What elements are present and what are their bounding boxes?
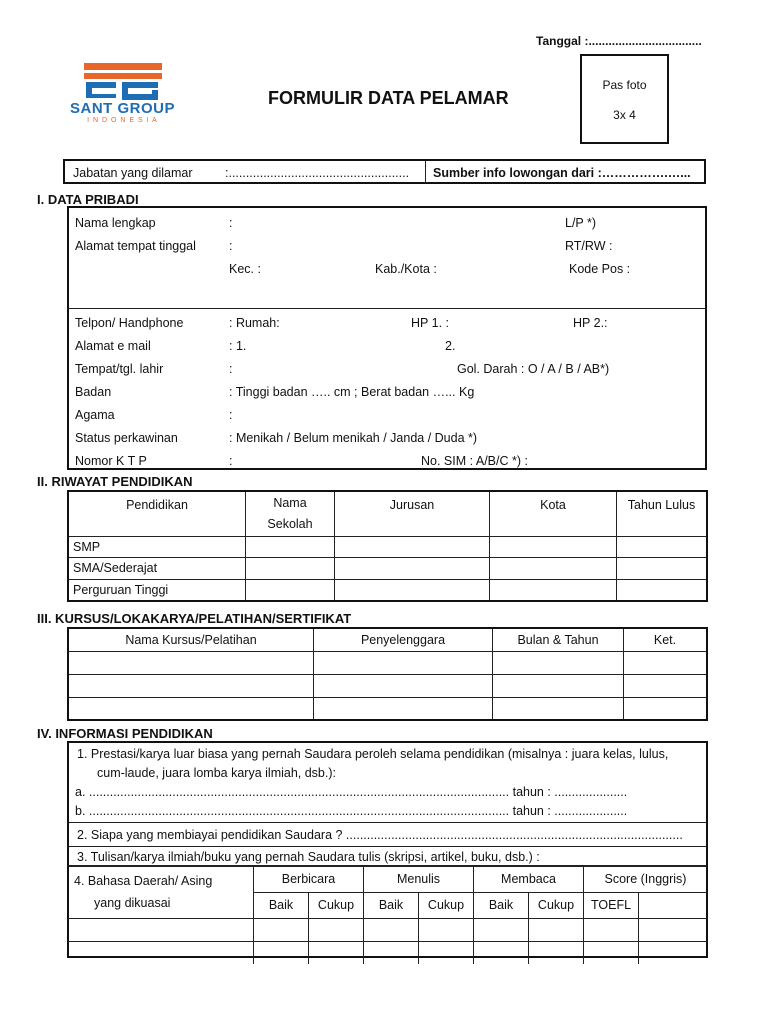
table-cell[interactable]	[314, 651, 493, 674]
table-row	[68, 579, 707, 601]
table-cell[interactable]	[68, 651, 314, 674]
q1-answer-a[interactable]: a. ......................................................................................................................... tahun : .....................	[75, 785, 628, 799]
table-cell[interactable]	[474, 919, 529, 942]
section-4-title: IV. INFORMASI PENDIDIKAN	[37, 726, 213, 741]
divider	[69, 822, 706, 823]
header-penyelenggara: Penyelenggara	[314, 628, 493, 651]
kec-field[interactable]: Kec. :	[229, 262, 261, 276]
header-pendidikan: Pendidikan	[68, 491, 246, 536]
table-cell[interactable]	[254, 942, 309, 964]
agama-input[interactable]: :	[229, 408, 233, 422]
sub-baik: Baik	[254, 892, 309, 919]
table-cell[interactable]	[617, 536, 708, 557]
header-jurusan: Jurusan	[335, 491, 490, 536]
table-cell[interactable]	[314, 697, 493, 720]
sub-toefl: TOEFL	[584, 892, 639, 919]
table-cell[interactable]	[335, 536, 490, 557]
divider	[69, 308, 705, 309]
status-label: Status perkawinan	[75, 431, 178, 445]
table-row	[68, 557, 707, 579]
table-cell[interactable]	[246, 557, 335, 579]
email2-field[interactable]: 2.	[445, 339, 456, 353]
table-cell[interactable]	[639, 892, 708, 919]
table-row	[68, 674, 707, 697]
header-berbicara: Berbicara	[254, 866, 364, 893]
table-cell[interactable]	[68, 942, 254, 964]
logo-main-text: SANT GROUP	[69, 100, 175, 117]
table-cell[interactable]	[68, 674, 314, 697]
divider	[69, 846, 706, 847]
ktp-input[interactable]: :	[229, 454, 233, 468]
table-cell[interactable]	[254, 919, 309, 942]
hp1-field[interactable]: HP 1. :	[411, 316, 449, 330]
sub-baik: Baik	[364, 892, 419, 919]
table-cell[interactable]	[490, 557, 617, 579]
section-2-title: II. RIWAYAT PENDIDIKAN	[37, 474, 193, 489]
position-label: Jabatan yang dilamar	[73, 166, 193, 180]
status-options[interactable]: : Menikah / Belum menikah / Janda / Duda *)	[229, 431, 478, 445]
nama-label: Nama lengkap	[75, 216, 156, 230]
agama-label: Agama	[75, 408, 115, 422]
table-cell[interactable]	[335, 557, 490, 579]
table-cell[interactable]	[490, 536, 617, 557]
header-kota: Kota	[490, 491, 617, 536]
kab-field[interactable]: Kab./Kota :	[375, 262, 437, 276]
apply-box	[63, 159, 706, 184]
header-score: Score (Inggris)	[584, 866, 708, 893]
table-cell[interactable]	[309, 919, 364, 942]
ktp-label: Nomor K T P	[75, 454, 147, 468]
table-cell[interactable]	[246, 536, 335, 557]
q3-field[interactable]: 3. Tulisan/karya ilmiah/buku yang pernah Saudara tulis (skripsi, artikel, buku, dsb.) :	[77, 850, 540, 864]
badan-field[interactable]: : Tinggi badan ….. cm ; Berat badan …... Kg	[229, 385, 475, 399]
table-cell[interactable]	[364, 919, 419, 942]
header-nama: Nama	[273, 495, 307, 510]
row-label: Perguruan Tinggi	[68, 579, 246, 601]
education-info-box	[67, 741, 708, 958]
table-cell[interactable]	[419, 942, 474, 964]
table-cell[interactable]	[624, 651, 708, 674]
table-cell[interactable]	[624, 697, 708, 720]
sub-cukup: Cukup	[529, 892, 584, 919]
table-cell[interactable]	[474, 942, 529, 964]
header-sekolah: Sekolah	[267, 516, 313, 531]
table-cell[interactable]	[419, 919, 474, 942]
table-cell[interactable]	[335, 579, 490, 601]
table-cell[interactable]	[584, 942, 639, 964]
education-table	[67, 490, 708, 602]
divider	[425, 161, 426, 182]
nama-input[interactable]: :	[229, 216, 233, 230]
photo-box[interactable]	[580, 54, 669, 144]
table-cell[interactable]	[529, 919, 584, 942]
q4-label: 4. Bahasa Daerah/ Asing	[74, 874, 213, 888]
q4-cell	[68, 866, 254, 919]
telpon-label: Telpon/ Handphone	[75, 316, 184, 330]
logo-sub-text: I N D O N E S I A	[87, 117, 158, 124]
sub-cukup: Cukup	[309, 892, 364, 919]
header-bulan-tahun: Bulan & Tahun	[493, 628, 624, 651]
q1-text-cont: cum-laude, juara lomba karya ilmiah, dsb.):	[97, 766, 336, 780]
q1-answer-b[interactable]: b. ......................................................................................................................... tahun : .....................	[75, 804, 628, 818]
table-row	[68, 536, 707, 557]
table-cell[interactable]	[68, 697, 314, 720]
gender-field[interactable]: L/P *)	[565, 216, 597, 230]
photo-size: 3x 4	[613, 108, 636, 122]
table-row	[68, 919, 707, 942]
sub-baik: Baik	[474, 892, 529, 919]
row-label: SMP	[68, 536, 246, 557]
q2-field[interactable]: 2. Siapa yang membiayai pendidikan Saudara ? .................................................................................................	[77, 828, 683, 842]
date-field[interactable]: Tanggal :..................................	[536, 34, 702, 48]
position-input[interactable]: :....................................................	[225, 166, 410, 180]
alamat-label: Alamat tempat tinggal	[75, 239, 196, 253]
table-cell[interactable]	[314, 674, 493, 697]
ttl-input[interactable]: :	[229, 362, 233, 376]
page-title: FORMULIR DATA PELAMAR	[268, 88, 509, 108]
course-table	[67, 627, 708, 721]
goldarah-field[interactable]: Gol. Darah : O / A / B / AB*)	[457, 362, 610, 376]
sim-field[interactable]: No. SIM : A/B/C *) :	[421, 454, 528, 468]
company-logo	[50, 60, 195, 130]
email1-field[interactable]: : 1.	[229, 339, 247, 353]
q1-text: 1. Prestasi/karya luar biasa yang pernah Saudara peroleh selama pendidikan (misalnya : juara kelas, lulus,	[77, 747, 669, 761]
table-cell[interactable]	[68, 919, 254, 942]
source-input[interactable]: Sumber info lowongan dari :…………….…...	[433, 166, 691, 180]
table-cell[interactable]	[309, 942, 364, 964]
section-3-title: III. KURSUS/LOKAKARYA/PELATIHAN/SERTIFIKAT	[37, 611, 352, 626]
table-row	[68, 697, 707, 720]
personal-data-box	[67, 206, 707, 470]
table-cell[interactable]	[617, 557, 708, 579]
table-cell[interactable]	[364, 942, 419, 964]
header-membaca: Membaca	[474, 866, 584, 893]
header-menulis: Menulis	[364, 866, 474, 893]
hp2-field[interactable]: HP 2.:	[573, 316, 608, 330]
language-table	[68, 865, 707, 964]
rumah-field[interactable]: : Rumah:	[229, 316, 280, 330]
table-cell[interactable]	[624, 674, 708, 697]
rtrw-field[interactable]: RT/RW :	[565, 239, 613, 253]
table-cell[interactable]	[493, 674, 624, 697]
row-label: SMA/Sederajat	[68, 557, 246, 579]
table-cell[interactable]	[617, 579, 708, 601]
header-ket: Ket.	[624, 628, 708, 651]
badan-label: Badan	[75, 385, 112, 399]
table-cell[interactable]	[584, 919, 639, 942]
header-nama-kursus: Nama Kursus/Pelatihan	[68, 628, 314, 651]
alamat-input[interactable]: :	[229, 239, 233, 253]
table-row	[68, 651, 707, 674]
ttl-label: Tempat/tgl. lahir	[75, 362, 164, 376]
table-row	[68, 942, 707, 964]
table-cell[interactable]	[529, 942, 584, 964]
header-tahun-lulus: Tahun Lulus	[617, 491, 708, 536]
header-nama-sekolah	[246, 491, 335, 536]
email-label: Alamat e mail	[75, 339, 151, 353]
q4-label-cont: yang dikuasai	[94, 896, 171, 910]
table-cell[interactable]	[490, 579, 617, 601]
photo-label: Pas foto	[602, 78, 647, 92]
section-1-title: I. DATA PRIBADI	[37, 192, 139, 207]
table-cell[interactable]	[639, 942, 708, 964]
table-cell[interactable]	[246, 579, 335, 601]
table-cell[interactable]	[493, 651, 624, 674]
table-cell[interactable]	[639, 919, 708, 942]
table-cell[interactable]	[493, 697, 624, 720]
kodepos-field[interactable]: Kode Pos :	[569, 262, 631, 276]
sub-cukup: Cukup	[419, 892, 474, 919]
